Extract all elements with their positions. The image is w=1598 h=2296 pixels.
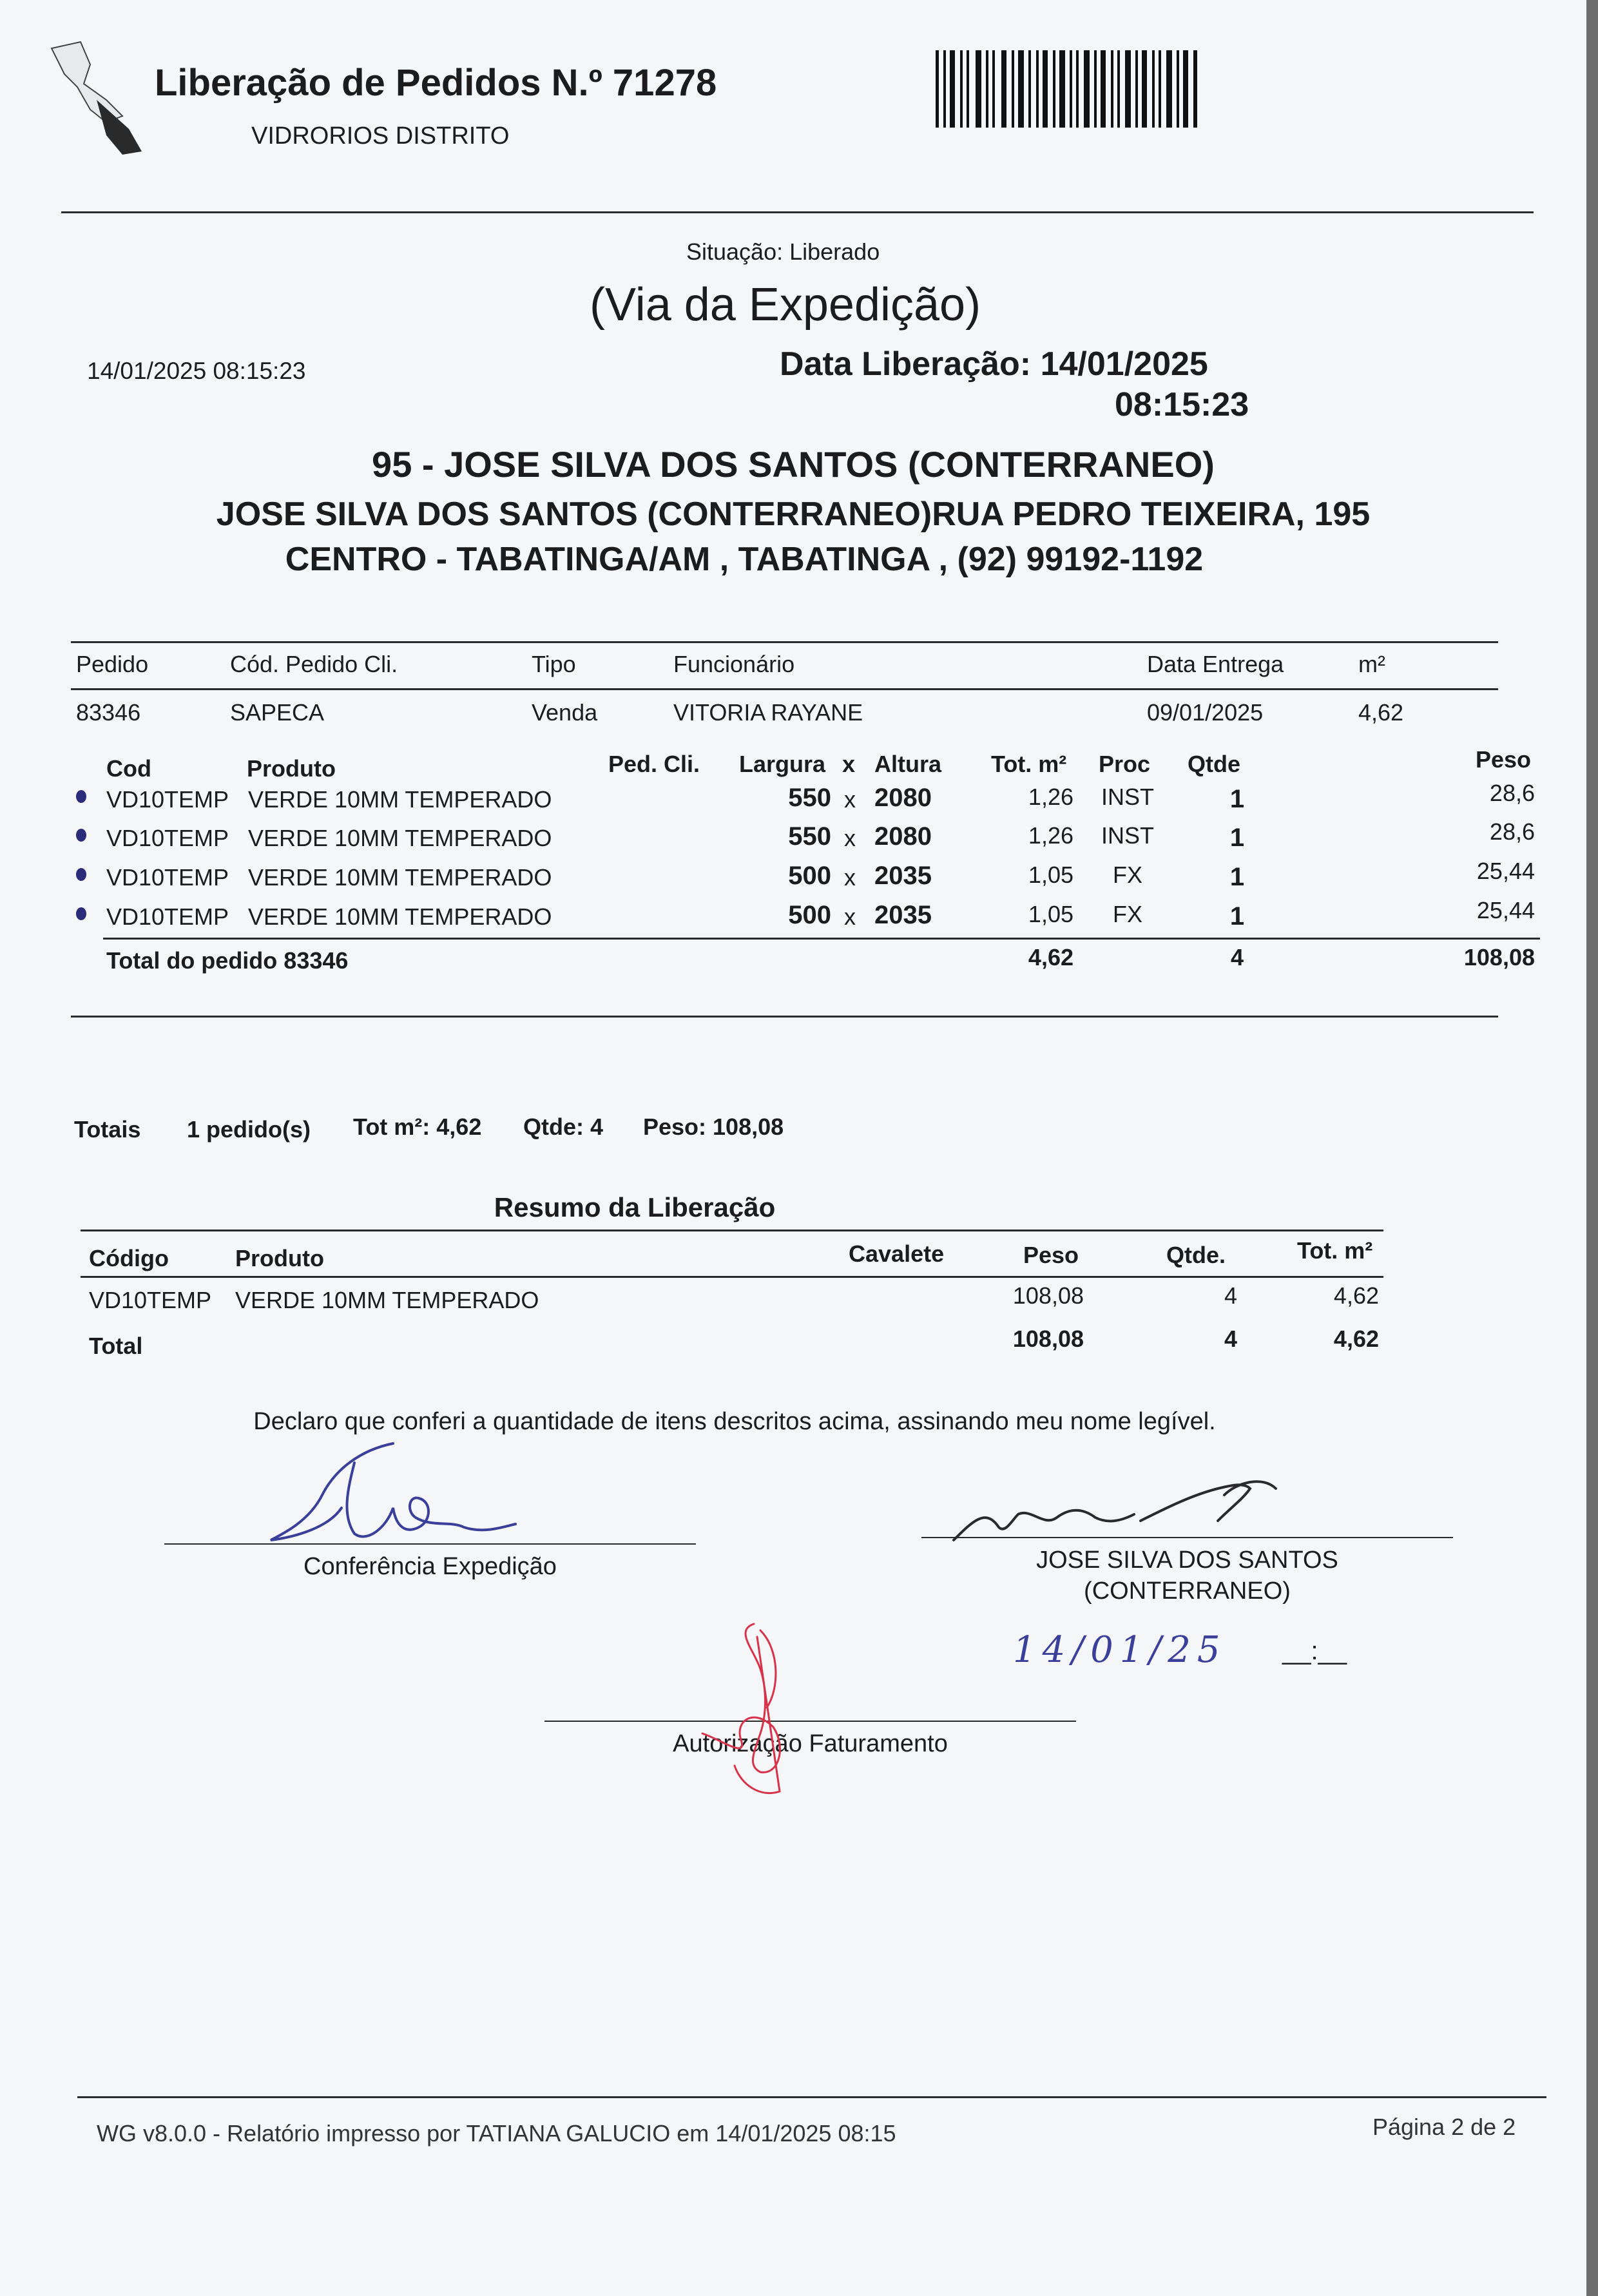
summary-title: Resumo da Liberação: [494, 1192, 776, 1222]
client-title: 95 - JOSE SILVA DOS SANTOS (CONTERRANEO): [372, 444, 1215, 485]
item-altura: 2080: [874, 784, 932, 812]
label-data-entrega: Data Entrega: [1147, 651, 1284, 677]
label-pedido: Pedido: [76, 651, 149, 677]
signature-client-scribble: [947, 1469, 1308, 1553]
item-cod: VD10TEMP: [106, 864, 229, 891]
table-row: [0, 781, 1586, 820]
table-row: [0, 820, 1586, 858]
client-name-line1: JOSE SILVA DOS SANTOS: [1036, 1547, 1338, 1574]
summary-total-label: Total: [89, 1333, 143, 1359]
value-funcionario: VITORIA RAYANE: [673, 699, 863, 726]
value-data-entrega: 09/01/2025: [1147, 699, 1264, 726]
summary-col-codigo: Código: [89, 1245, 169, 1271]
order-total-label: Total do pedido 83346: [106, 947, 349, 974]
item-altura: 2035: [874, 862, 932, 890]
declaration-text: Declaro que conferi a quantidade de itens descritos acima, assinando meu nome legível.: [253, 1408, 1216, 1435]
item-tot-m2: 1,26: [1028, 784, 1073, 810]
col-altura: Altura: [874, 751, 942, 777]
handwritten-date: 14/01/25: [1013, 1629, 1227, 1671]
item-cod: VD10TEMP: [106, 825, 229, 851]
item-largura: 500: [788, 901, 831, 929]
summary-col-produto: Produto: [235, 1245, 324, 1271]
item-proc: FX: [1112, 862, 1142, 888]
col-cod: Cod: [106, 755, 151, 782]
item-largura: 500: [788, 862, 831, 890]
item-produto: VERDE 10MM TEMPERADO: [248, 864, 552, 891]
totals-qtde: Qtde: 4: [523, 1114, 604, 1140]
item-qtde: 1: [1229, 824, 1245, 852]
bullet-icon: [76, 790, 86, 803]
col-ped-cli: Ped. Cli.: [608, 751, 700, 777]
item-qtde: 1: [1229, 863, 1245, 891]
order-total-m2: 4,62: [1028, 944, 1073, 970]
col-largura: Largura: [739, 751, 826, 777]
item-tot-m2: 1,05: [1028, 862, 1073, 888]
bullet-icon: [76, 868, 86, 881]
divider: [81, 1230, 1383, 1231]
value-tipo: Venda: [532, 699, 598, 726]
divider: [81, 1276, 1383, 1278]
col-peso: Peso: [1476, 746, 1532, 773]
item-produto: VERDE 10MM TEMPERADO: [248, 903, 552, 930]
release-date: Data Liberação: 14/01/2025: [780, 345, 1208, 383]
value-m2: 4,62: [1358, 699, 1404, 726]
item-altura: 2035: [874, 901, 932, 929]
order-total-peso: 108,08: [1463, 944, 1535, 970]
summary-total-tot-m2: 4,62: [1333, 1326, 1379, 1352]
order-total-qtde: 4: [1230, 944, 1244, 970]
client-name-line2: (CONTERRANEO): [1084, 1577, 1291, 1605]
release-time: 08:15:23: [1115, 386, 1249, 423]
summary-col-qtde: Qtde.: [1166, 1242, 1226, 1268]
item-largura: 550: [788, 784, 831, 812]
barcode-icon: [936, 50, 1198, 128]
label-funcionario: Funcionário: [673, 651, 795, 677]
signature-conferencia-scribble: [258, 1431, 528, 1559]
item-peso: 25,44: [1476, 897, 1535, 923]
copy-type: (Via da Expedição): [590, 279, 981, 331]
item-proc: INST: [1101, 784, 1154, 810]
col-x: x: [842, 751, 856, 777]
value-cod-pedido-cli: SAPECA: [230, 699, 325, 726]
footer-print-info: WG v8.0.0 - Relatório impresso por TATIANA GALUCIO em 14/01/2025 08:15: [97, 2120, 896, 2146]
totals-pedidos: 1 pedido(s): [187, 1116, 311, 1143]
item-altura: 2080: [874, 822, 932, 851]
item-produto: VERDE 10MM TEMPERADO: [248, 825, 552, 851]
autorizacao-label: Autorização Faturamento: [673, 1730, 948, 1757]
summary-peso: 108,08: [1012, 1282, 1084, 1309]
bullet-icon: [76, 907, 86, 920]
item-proc: FX: [1112, 901, 1142, 927]
item-qtde: 1: [1229, 902, 1245, 931]
col-produto: Produto: [247, 755, 336, 782]
col-qtde: Qtde: [1188, 751, 1241, 777]
conferencia-label: Conferência Expedição: [303, 1553, 557, 1580]
divider: [61, 211, 1534, 213]
item-largura: 550: [788, 822, 831, 851]
summary-col-cavalete: Cavalete: [849, 1240, 945, 1267]
item-x: x: [844, 825, 856, 851]
table-row: [0, 859, 1586, 898]
page-title: Liberação de Pedidos N.º 71278: [155, 62, 717, 104]
item-proc: INST: [1101, 822, 1154, 849]
status-situacao: Situação: Liberado: [686, 238, 880, 265]
bullet-icon: [76, 829, 86, 842]
page-number: Página 2 de 2: [1372, 2114, 1516, 2140]
summary-tot-m2: 4,62: [1333, 1282, 1379, 1309]
divider: [71, 641, 1498, 643]
company-name: VIDRORIOS DISTRITO: [251, 122, 510, 150]
divider: [71, 688, 1498, 690]
divider: [103, 938, 1540, 940]
red-stamp-scribble: [683, 1611, 831, 1804]
summary-total-peso: 108,08: [1012, 1326, 1084, 1352]
item-cod: VD10TEMP: [106, 903, 229, 930]
item-tot-m2: 1,26: [1028, 822, 1073, 849]
divider: [77, 2096, 1546, 2098]
time-placeholder: __:__: [1282, 1637, 1347, 1665]
col-tot-m2: Tot. m²: [991, 751, 1067, 777]
label-m2: m²: [1358, 651, 1385, 677]
label-tipo: Tipo: [532, 651, 576, 677]
summary-col-peso: Peso: [1023, 1242, 1079, 1268]
item-peso: 28,6: [1489, 818, 1535, 845]
item-x: x: [844, 786, 856, 813]
item-x: x: [844, 864, 856, 891]
summary-codigo: VD10TEMP: [89, 1287, 212, 1313]
item-qtde: 1: [1229, 785, 1245, 813]
client-address-line1: JOSE SILVA DOS SANTOS (CONTERRANEO)RUA PEDRO TEIXEIRA, 195: [216, 496, 1371, 533]
summary-qtde: 4: [1224, 1282, 1237, 1309]
item-peso: 25,44: [1476, 858, 1535, 884]
totals-label: Totais: [74, 1116, 141, 1143]
item-tot-m2: 1,05: [1028, 901, 1073, 927]
printed-datetime: 14/01/2025 08:15:23: [87, 358, 306, 384]
table-row: [0, 898, 1586, 937]
item-x: x: [844, 903, 856, 930]
summary-produto: VERDE 10MM TEMPERADO: [235, 1287, 539, 1313]
item-peso: 28,6: [1489, 780, 1535, 806]
label-cod-pedido-cli: Cód. Pedido Cli.: [230, 651, 398, 677]
client-address-line2: CENTRO - TABATINGA/AM , TABATINGA , (92) 99192-1192: [285, 541, 1204, 578]
value-pedido: 83346: [76, 699, 141, 726]
col-proc: Proc: [1099, 751, 1151, 777]
summary-col-tot-m2: Tot. m²: [1297, 1237, 1373, 1264]
totals-m2: Tot m²: 4,62: [353, 1114, 482, 1140]
totals-peso: Peso: 108,08: [643, 1114, 784, 1140]
summary-total-qtde: 4: [1224, 1326, 1237, 1352]
item-produto: VERDE 10MM TEMPERADO: [248, 786, 552, 813]
divider: [71, 1016, 1498, 1018]
item-cod: VD10TEMP: [106, 786, 229, 813]
